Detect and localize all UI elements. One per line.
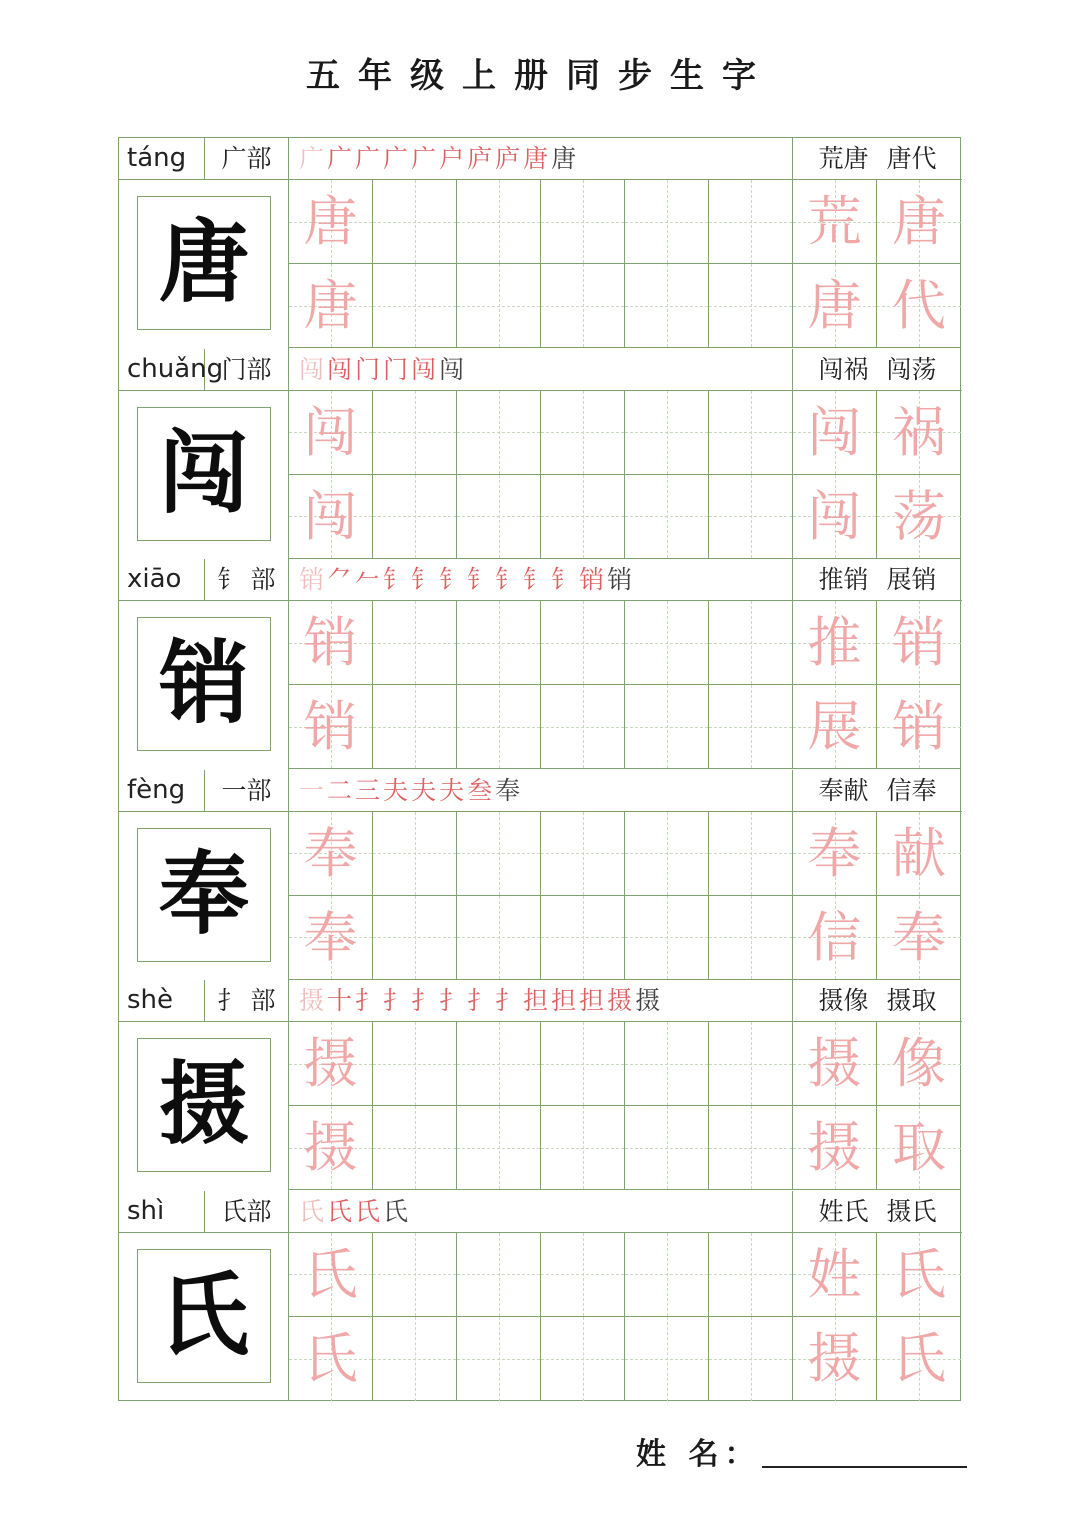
trace-character: 奉 bbox=[892, 905, 946, 969]
trace-character: 摄 bbox=[303, 1116, 358, 1179]
writing-cell[interactable] bbox=[709, 812, 793, 896]
writing-cell[interactable] bbox=[457, 1233, 541, 1317]
stroke-order bbox=[289, 559, 793, 601]
writing-cell[interactable] bbox=[457, 180, 541, 264]
model-character-box bbox=[137, 617, 271, 751]
writing-cell[interactable] bbox=[709, 1022, 793, 1106]
writing-cell[interactable] bbox=[877, 1317, 961, 1401]
example-words bbox=[793, 980, 962, 1022]
stroke-step: 三 bbox=[355, 775, 382, 805]
stroke-step: 十 bbox=[327, 986, 354, 1015]
writing-cell[interactable] bbox=[625, 1317, 709, 1401]
writing-cell[interactable] bbox=[625, 1022, 709, 1106]
writing-cell[interactable] bbox=[373, 475, 457, 559]
trace-character: 摄 bbox=[303, 1032, 358, 1095]
trace-character: 销 bbox=[303, 611, 358, 674]
stroke-step: 𠂉 bbox=[355, 565, 382, 594]
writing-cell[interactable] bbox=[793, 180, 877, 264]
writing-cell[interactable] bbox=[373, 896, 457, 980]
model-character-box bbox=[137, 1249, 271, 1383]
writing-cell[interactable] bbox=[457, 391, 541, 475]
example-word: 唐代 bbox=[886, 144, 937, 173]
stroke-step: 摄 bbox=[299, 986, 326, 1015]
stroke-step: 唐 bbox=[551, 144, 578, 173]
trace-character: 销 bbox=[303, 695, 358, 758]
model-character: 氏 bbox=[159, 1261, 249, 1368]
model-character-area bbox=[119, 601, 289, 770]
trace-character: 像 bbox=[892, 1032, 946, 1095]
stroke-step: 奉 bbox=[495, 775, 522, 805]
trace-character: 展 bbox=[807, 695, 862, 758]
info-row bbox=[119, 349, 962, 391]
radical-label: 广部 bbox=[205, 138, 289, 180]
writing-cell[interactable] bbox=[457, 1317, 541, 1401]
stroke-step: 二 bbox=[327, 775, 354, 805]
example-word: 摄氏 bbox=[886, 1196, 937, 1226]
pinyin-label: táng bbox=[119, 138, 205, 180]
stroke-step: 氏 bbox=[327, 1196, 354, 1226]
example-word: 姓氏 bbox=[818, 1196, 869, 1226]
stroke-step: 户 bbox=[439, 144, 466, 173]
writing-cell[interactable] bbox=[625, 1233, 709, 1317]
example-word: 信奉 bbox=[886, 775, 937, 805]
writing-cell[interactable] bbox=[877, 812, 961, 896]
writing-cell[interactable] bbox=[625, 896, 709, 980]
radical-label: 门部 bbox=[205, 349, 289, 391]
example-word: 闯祸 bbox=[818, 354, 869, 384]
trace-character: 信 bbox=[807, 905, 862, 969]
stroke-step: 庐 bbox=[467, 144, 494, 173]
writing-cell[interactable] bbox=[877, 1106, 961, 1190]
writing-cell[interactable] bbox=[373, 812, 457, 896]
writing-cell[interactable] bbox=[709, 685, 793, 769]
model-character: 闯 bbox=[159, 419, 249, 526]
trace-character: 氏 bbox=[303, 1326, 358, 1390]
model-character-area bbox=[119, 391, 289, 560]
radical-label: 氏部 bbox=[205, 1191, 289, 1233]
trace-character: 唐 bbox=[303, 190, 358, 253]
stroke-step: 氏 bbox=[355, 1196, 382, 1226]
character-block bbox=[119, 980, 962, 1191]
model-character-box bbox=[137, 828, 271, 962]
writing-cell[interactable] bbox=[541, 1106, 625, 1190]
writing-cell[interactable] bbox=[289, 264, 373, 348]
stroke-step: 摄 bbox=[635, 986, 662, 1015]
trace-character: 摄 bbox=[807, 1116, 862, 1179]
example-word: 展销 bbox=[886, 565, 937, 594]
trace-character: 取 bbox=[892, 1116, 946, 1179]
writing-cell[interactable] bbox=[877, 1233, 961, 1317]
character-block bbox=[119, 1191, 962, 1402]
model-character: 奉 bbox=[159, 840, 249, 947]
writing-cell[interactable] bbox=[793, 601, 877, 685]
trace-character: 摄 bbox=[807, 1032, 862, 1095]
stroke-step: 钅 bbox=[439, 565, 466, 594]
writing-cell[interactable] bbox=[541, 391, 625, 475]
writing-cell[interactable] bbox=[877, 601, 961, 685]
example-word: 闯荡 bbox=[886, 354, 937, 384]
writing-cell[interactable] bbox=[625, 180, 709, 264]
writing-cell[interactable] bbox=[709, 264, 793, 348]
practice-grid bbox=[289, 1022, 962, 1191]
trace-character: 荡 bbox=[892, 484, 946, 548]
practice-sheet bbox=[118, 137, 961, 1401]
writing-cell[interactable] bbox=[709, 1233, 793, 1317]
model-character-area bbox=[119, 180, 289, 349]
trace-character: 闯 bbox=[303, 484, 358, 548]
stroke-order bbox=[289, 1191, 793, 1233]
writing-cell[interactable] bbox=[625, 391, 709, 475]
practice-grid bbox=[289, 812, 962, 981]
writing-cell[interactable] bbox=[625, 475, 709, 559]
character-block bbox=[119, 770, 962, 981]
stroke-step: 闯 bbox=[299, 354, 326, 384]
writing-cell[interactable] bbox=[373, 391, 457, 475]
writing-cell[interactable] bbox=[793, 264, 877, 348]
trace-character: 代 bbox=[892, 274, 946, 337]
stroke-order bbox=[289, 980, 793, 1022]
name-blank-line[interactable] bbox=[762, 1466, 967, 1468]
example-word: 摄取 bbox=[886, 986, 937, 1015]
example-word: 推销 bbox=[818, 565, 869, 594]
writing-cell[interactable] bbox=[289, 475, 373, 559]
writing-cell[interactable] bbox=[457, 264, 541, 348]
stroke-step: 钅 bbox=[467, 565, 494, 594]
writing-cell[interactable] bbox=[373, 1317, 457, 1401]
stroke-step: 钅 bbox=[383, 565, 410, 594]
pinyin-label: shì bbox=[119, 1191, 205, 1233]
writing-cell[interactable] bbox=[625, 264, 709, 348]
info-row bbox=[119, 559, 962, 601]
stroke-step: 钅 bbox=[523, 565, 550, 594]
page-title: 五年级上册同步生字 bbox=[306, 56, 774, 96]
stroke-step: 庐 bbox=[495, 144, 522, 173]
stroke-step: 销 bbox=[299, 565, 326, 594]
stroke-step: 扌 bbox=[383, 986, 410, 1015]
trace-character: 唐 bbox=[807, 274, 862, 337]
trace-character: 氏 bbox=[892, 1242, 946, 1306]
trace-character: 闯 bbox=[303, 400, 358, 464]
stroke-step: 夫 bbox=[439, 775, 466, 805]
stroke-order bbox=[289, 138, 793, 180]
writing-cell[interactable] bbox=[373, 1022, 457, 1106]
trace-character: 奉 bbox=[303, 821, 358, 885]
writing-cell[interactable] bbox=[877, 180, 961, 264]
writing-cell[interactable] bbox=[625, 812, 709, 896]
writing-cell[interactable] bbox=[709, 1317, 793, 1401]
writing-cell[interactable] bbox=[373, 180, 457, 264]
radical-label: 一部 bbox=[205, 770, 289, 812]
writing-cell[interactable] bbox=[793, 812, 877, 896]
trace-character: 奉 bbox=[303, 905, 358, 969]
writing-cell[interactable] bbox=[457, 896, 541, 980]
practice-grid bbox=[289, 391, 962, 560]
stroke-step: 广 bbox=[411, 144, 438, 173]
stroke-step: 钅 bbox=[495, 565, 522, 594]
example-words bbox=[793, 1191, 962, 1233]
writing-cell[interactable] bbox=[709, 475, 793, 559]
writing-cell[interactable] bbox=[373, 685, 457, 769]
writing-cell[interactable] bbox=[793, 1233, 877, 1317]
trace-character: 姓 bbox=[807, 1242, 862, 1306]
writing-cell[interactable] bbox=[877, 264, 961, 348]
writing-cell[interactable] bbox=[625, 1106, 709, 1190]
writing-cell[interactable] bbox=[709, 601, 793, 685]
writing-cell[interactable] bbox=[793, 685, 877, 769]
stroke-step: 叁 bbox=[467, 775, 494, 805]
trace-character: 销 bbox=[892, 695, 946, 758]
pinyin-label: fèng bbox=[119, 770, 205, 812]
stroke-step: 担 bbox=[523, 986, 550, 1015]
stroke-step: 销 bbox=[607, 565, 634, 594]
writing-cell[interactable] bbox=[709, 180, 793, 264]
stroke-step: 扌 bbox=[495, 986, 522, 1015]
writing-cell[interactable] bbox=[373, 1233, 457, 1317]
writing-cell[interactable] bbox=[541, 180, 625, 264]
trace-character: 闯 bbox=[807, 400, 862, 464]
stroke-step: 广 bbox=[383, 144, 410, 173]
stroke-step: 一 bbox=[299, 775, 326, 805]
writing-cell[interactable] bbox=[541, 1022, 625, 1106]
writing-cell[interactable] bbox=[541, 812, 625, 896]
writing-cell[interactable] bbox=[289, 391, 373, 475]
writing-cell[interactable] bbox=[541, 685, 625, 769]
model-character: 唐 bbox=[159, 209, 249, 315]
character-block bbox=[119, 138, 962, 349]
stroke-step: 钅 bbox=[551, 565, 578, 594]
writing-cell[interactable] bbox=[373, 264, 457, 348]
writing-cell[interactable] bbox=[541, 896, 625, 980]
writing-cell[interactable] bbox=[541, 1233, 625, 1317]
example-words bbox=[793, 138, 962, 180]
writing-cell[interactable] bbox=[625, 601, 709, 685]
trace-character: 氏 bbox=[892, 1326, 946, 1390]
trace-character: 荒 bbox=[807, 190, 862, 253]
trace-character: 唐 bbox=[892, 190, 946, 253]
stroke-step: 扌 bbox=[439, 986, 466, 1015]
writing-cell[interactable] bbox=[289, 1317, 373, 1401]
writing-cell[interactable] bbox=[793, 896, 877, 980]
character-block bbox=[119, 349, 962, 560]
writing-cell[interactable] bbox=[373, 601, 457, 685]
writing-cell[interactable] bbox=[793, 1106, 877, 1190]
writing-cell[interactable] bbox=[289, 1233, 373, 1317]
trace-character: 祸 bbox=[892, 400, 946, 464]
writing-cell[interactable] bbox=[457, 685, 541, 769]
pinyin-label: chuǎng bbox=[119, 349, 205, 391]
info-row bbox=[119, 1191, 962, 1233]
writing-cell[interactable] bbox=[709, 1106, 793, 1190]
stroke-step: 唐 bbox=[523, 144, 550, 173]
info-row bbox=[119, 980, 962, 1022]
practice-grid bbox=[289, 1233, 962, 1401]
writing-cell[interactable] bbox=[625, 685, 709, 769]
writing-cell[interactable] bbox=[289, 1022, 373, 1106]
stroke-step: 广 bbox=[355, 144, 382, 173]
writing-cell[interactable] bbox=[877, 391, 961, 475]
stroke-step: 摄 bbox=[607, 986, 634, 1015]
stroke-step: 门 bbox=[383, 354, 410, 384]
writing-cell[interactable] bbox=[289, 812, 373, 896]
writing-cell[interactable] bbox=[289, 180, 373, 264]
trace-character: 推 bbox=[807, 611, 862, 674]
practice-grid bbox=[289, 180, 962, 349]
pinyin-label: shè bbox=[119, 980, 205, 1022]
stroke-step: 闯 bbox=[411, 354, 438, 384]
writing-cell[interactable] bbox=[709, 896, 793, 980]
trace-character: 摄 bbox=[807, 1326, 862, 1390]
writing-cell[interactable] bbox=[289, 685, 373, 769]
stroke-step: 夫 bbox=[411, 775, 438, 805]
character-block bbox=[119, 559, 962, 770]
stroke-step: 担 bbox=[551, 986, 578, 1015]
writing-cell[interactable] bbox=[457, 601, 541, 685]
stroke-step: 氏 bbox=[299, 1196, 326, 1226]
stroke-order bbox=[289, 770, 793, 812]
stroke-step: 氏 bbox=[383, 1196, 410, 1226]
model-character-box bbox=[137, 1038, 271, 1172]
stroke-step: 闯 bbox=[439, 354, 466, 384]
example-words bbox=[793, 349, 962, 391]
writing-cell[interactable] bbox=[709, 391, 793, 475]
writing-cell[interactable] bbox=[457, 475, 541, 559]
info-row bbox=[119, 138, 962, 180]
model-character-box bbox=[137, 196, 271, 330]
writing-cell[interactable] bbox=[793, 1317, 877, 1401]
writing-cell[interactable] bbox=[289, 896, 373, 980]
info-row bbox=[119, 770, 962, 812]
model-character-box bbox=[137, 407, 271, 541]
writing-cell[interactable] bbox=[793, 1022, 877, 1106]
stroke-step: 门 bbox=[355, 354, 382, 384]
radical-label: 扌 部 bbox=[205, 980, 289, 1022]
model-character-area bbox=[119, 812, 289, 981]
trace-character: 闯 bbox=[807, 484, 862, 548]
trace-character: 奉 bbox=[807, 821, 862, 885]
example-words bbox=[793, 770, 962, 812]
model-character-area bbox=[119, 1233, 289, 1402]
model-character: 摄 bbox=[159, 1051, 249, 1157]
example-word: 荒唐 bbox=[818, 144, 869, 173]
writing-cell[interactable] bbox=[877, 685, 961, 769]
stroke-step: 闯 bbox=[327, 354, 354, 384]
radical-label: 钅 部 bbox=[205, 559, 289, 601]
trace-character: 唐 bbox=[303, 274, 358, 337]
writing-cell[interactable] bbox=[793, 475, 877, 559]
stroke-step: 扌 bbox=[467, 986, 494, 1015]
model-character-area bbox=[119, 1022, 289, 1191]
model-character: 销 bbox=[159, 630, 249, 736]
stroke-order bbox=[289, 349, 793, 391]
writing-cell[interactable] bbox=[373, 1106, 457, 1190]
writing-cell[interactable] bbox=[457, 1022, 541, 1106]
writing-cell[interactable] bbox=[457, 812, 541, 896]
stroke-step: 广 bbox=[327, 144, 354, 173]
writing-cell[interactable] bbox=[793, 391, 877, 475]
writing-cell[interactable] bbox=[877, 896, 961, 980]
writing-cell[interactable] bbox=[877, 1022, 961, 1106]
stroke-step: 销 bbox=[579, 565, 606, 594]
writing-cell[interactable] bbox=[457, 1106, 541, 1190]
example-word: 摄像 bbox=[818, 986, 869, 1015]
writing-cell[interactable] bbox=[541, 601, 625, 685]
example-words bbox=[793, 559, 962, 601]
stroke-step: 夫 bbox=[383, 775, 410, 805]
writing-cell[interactable] bbox=[541, 1317, 625, 1401]
writing-cell[interactable] bbox=[541, 264, 625, 348]
writing-cell[interactable] bbox=[289, 601, 373, 685]
trace-character: 销 bbox=[892, 611, 946, 674]
trace-character: 献 bbox=[892, 821, 946, 885]
writing-cell[interactable] bbox=[541, 475, 625, 559]
writing-cell[interactable] bbox=[289, 1106, 373, 1190]
stroke-step: 担 bbox=[579, 986, 606, 1015]
practice-grid bbox=[289, 601, 962, 770]
name-label: 姓 名： bbox=[636, 1437, 761, 1472]
stroke-step: 扌 bbox=[355, 986, 382, 1015]
trace-character: 氏 bbox=[303, 1242, 358, 1306]
stroke-step: 钅 bbox=[411, 565, 438, 594]
stroke-step: 广 bbox=[299, 144, 326, 173]
writing-cell[interactable] bbox=[877, 475, 961, 559]
stroke-step: 扌 bbox=[411, 986, 438, 1015]
example-word: 奉献 bbox=[818, 775, 869, 805]
pinyin-label: xiāo bbox=[119, 559, 205, 601]
stroke-step: ⺈ bbox=[327, 565, 354, 594]
